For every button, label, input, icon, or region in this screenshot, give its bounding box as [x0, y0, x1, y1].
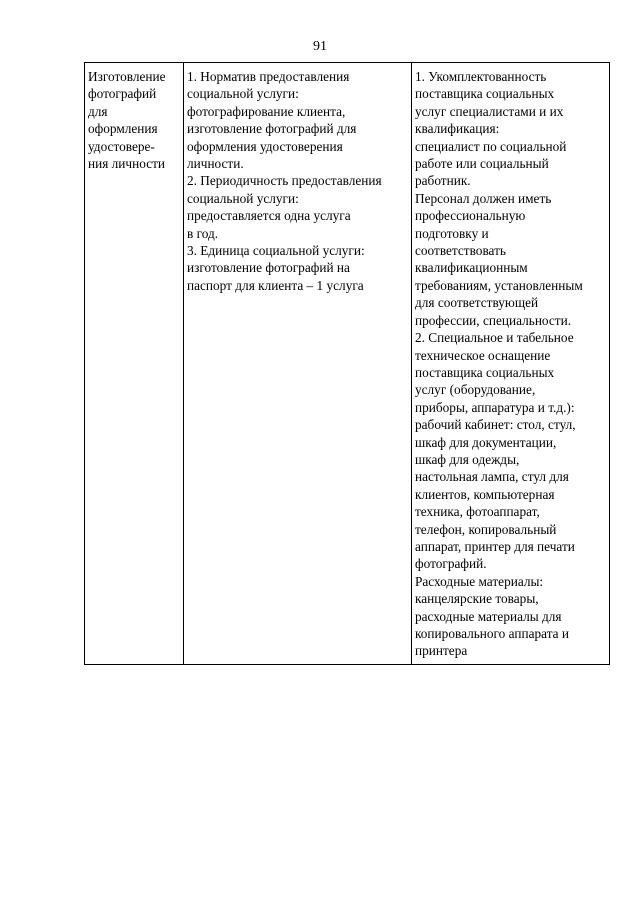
- text-line: изготовление фотографий для: [187, 121, 357, 137]
- text-line: шкаф для одежды,: [415, 451, 520, 467]
- text-line: паспорт для клиента – 1 услуга: [187, 277, 364, 293]
- text-line: оформления: [88, 121, 158, 137]
- text-line: поставщика социальных: [415, 86, 555, 102]
- table-row: [85, 63, 610, 665]
- text-line: предоставляется одна услуга: [187, 208, 351, 224]
- text-line: соответствовать: [415, 243, 506, 259]
- service-name-cell: [85, 63, 184, 665]
- text-line: Изготовление: [88, 69, 166, 84]
- text-line: 2. Периодичность предоставления: [187, 173, 382, 189]
- text-line: 2. Специальное и табельное: [415, 330, 574, 346]
- text-line: оформления удостоверения: [187, 138, 343, 154]
- text-line: для: [88, 103, 108, 119]
- page-number: 91: [313, 39, 327, 54]
- text-line: фотографий: [88, 86, 157, 102]
- text-line: 1. Укомплектованность: [415, 69, 547, 84]
- text-line: копировального аппарата и: [415, 626, 570, 641]
- text-line: расходные материалы для: [415, 608, 562, 624]
- text-line: для соответствующей: [415, 295, 539, 311]
- text-line: работе или социальный: [415, 156, 549, 172]
- service-standards-table: [84, 62, 610, 665]
- text-line: удостовере-: [88, 138, 155, 154]
- text-line: клиентов, компьютерная: [415, 486, 555, 502]
- text-line: социальной услуги:: [187, 86, 299, 102]
- text-line: рабочий кабинет: стол, стул,: [415, 417, 576, 433]
- text-line: техника, фотоаппарат,: [415, 504, 540, 520]
- text-line: Расходные материалы:: [415, 573, 544, 589]
- text-line: 1. Норматив предоставления: [187, 69, 350, 84]
- text-line: требованиям, установленным: [415, 277, 583, 293]
- text-line: фотографирование клиента,: [187, 103, 346, 119]
- text-line: фотографий.: [415, 556, 487, 572]
- text-line: социальной услуги:: [187, 190, 299, 206]
- text-line: приборы, аппаратура и т.д.):: [415, 399, 575, 415]
- text-line: услуг (оборудование,: [415, 382, 536, 398]
- text-line: техническое оснащение: [415, 347, 551, 363]
- text-line: настольная лампа, стул для: [415, 469, 569, 485]
- text-line: принтера: [415, 643, 468, 659]
- text-line: шкаф для документации,: [415, 434, 557, 450]
- text-line: квалификационным: [415, 260, 528, 276]
- text-line: изготовление фотографий на: [187, 260, 350, 276]
- text-line: профессии, специальности.: [415, 312, 572, 328]
- text-line: личности.: [187, 156, 244, 172]
- text-line: 3. Единица социальной услуги:: [187, 243, 365, 259]
- text-line: в год.: [187, 225, 219, 241]
- text-line: аппарат, принтер для печати: [415, 538, 575, 554]
- text-line: профессиональную: [415, 208, 526, 224]
- text-line: Персонал должен иметь: [415, 190, 552, 206]
- text-line: телефон, копировальный: [415, 521, 557, 537]
- text-line: услуг специалистами и их: [415, 103, 564, 119]
- text-line: специалист по социальной: [415, 138, 567, 154]
- text-line: подготовку и: [415, 225, 489, 241]
- service-description-cell: [184, 63, 412, 665]
- text-line: поставщика социальных: [415, 364, 555, 380]
- text-line: квалификация:: [415, 121, 500, 137]
- service-conditions-cell: [412, 63, 610, 665]
- text-line: работник.: [415, 173, 471, 189]
- text-line: ния личности: [88, 156, 166, 172]
- text-line: канцелярские товары,: [415, 591, 539, 607]
